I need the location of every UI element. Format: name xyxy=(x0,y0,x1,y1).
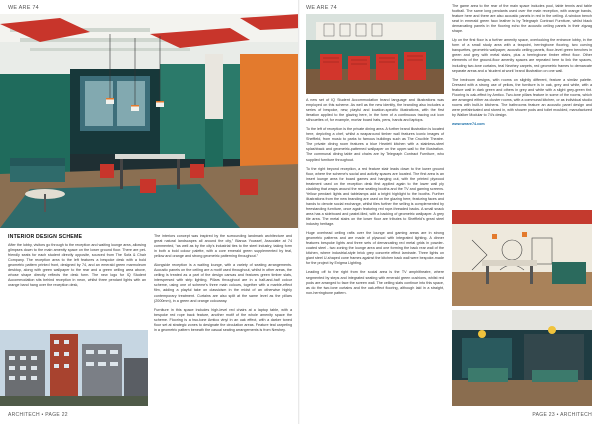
paragraph: Up on the first floor is a further amenity space, overlooking the entrance lobby, in the form of a small study area with a teapoint, herringbone flooring, two curving banquettes, geometric wallpaper, acoustic ceiling panels, floor-level green benches in green and grey with metal stairs, plus a herringbone timber effect floor. Other elements of the ground-floor amenity spaces are repeated here to link the spaces, including two-tone curtains, teal Newhey carpets, red geometric frames to demarcate separate areas and a 'student at work' brand illustration on one wall. xyxy=(452,38,592,73)
paragraph: Furniture in this space includes high-level red chairs at a laptop table, with a bespoke red rope back feature, another motif of the whole amenity space the scheme. Flooring is a two-tone Amtico vinyl in an oak effect, with a darker toned floor set at strategic zones to designate the circulation areas. Feature teal carpeting in a geometric pattern beneath the casual seating arrangements is from Newhey. xyxy=(154,307,292,332)
paragraph: Leading off to the right from the social area is the TV amphitheatre, where segmented by steps and integrated seating with emerald green cushions, whilst red pods are arranged to face the screen wall. The ceiling slats continue into this space, as do the two-tone curtains and the oak-effect flooring, although laid in a straight, non-herringbone pattern. xyxy=(306,270,444,295)
study-area-photo xyxy=(452,210,592,306)
bedroom-illustration xyxy=(452,310,592,406)
building-exterior-photo xyxy=(0,330,148,406)
paragraph: To the right beyond reception, a red feature stair leads down to the lower ground floor, where the scheme's social and activity spaces are located. The first area is an insert lounge area for board games and hanging out, with the printed plywood treatment used on the reception desk first applied again to the lower wall ply cladding that wraps around the rear seating booths and the TV and gaming screens. Yellow pendant lights and tablelamps add a bright highlight to the booths. Further illustrations from the new branding are used on the glazing here, featuring faces and hands to denote social exchange, whilst tiles further the selling is complemented by freestanding furniture, once again featuring red rope-threaded backs. A small snack area has a sideboard and pastel-tiled, with a backing of geometric wallpaper. A grey tile area. The metal stairs on the lower floor are tributes to Sheffield's great steel industry heritage. xyxy=(306,166,444,227)
paragraph: To the left of reception is the private dining area. A further brand illustration is located here, depicting a chef, whilst a wraparound timber wall features iconic images of Sheffield, from music to parks to famous buildings such as The Crucible Theatre. The private dining room features a blue Hewlett kitchen with a stainless-steel splashback and geometric-patterned wallpaper on the upper-wall to the illustration. The communal dining table and chairs are by Telegraph Contract Furniture, who supplied furniture throughout. xyxy=(306,127,444,162)
right-text-column-1 xyxy=(306,98,444,300)
left-text-column-1 xyxy=(8,234,146,292)
section-heading: INTERIOR DESIGN SCHEME xyxy=(8,234,83,240)
bedroom-photo xyxy=(452,310,592,406)
paragraph: The game area to the rear of the main space includes pool, table tennis and table football. The same long pendants used over the main reception, with orange bands, feature here and there are also acoustic panels in red in the ceiling. A window bench seat in emerald green faux leather is by Telegraph Contract Furniture, whilst black demarcating panels in the flooring echo the acoustic ceiling panels in their zigzag shape. xyxy=(452,4,592,34)
paragraph: The interiors concept was inspired by the surrounding landmark architecture and great natural landscapes all around the city,” Bianca Youssef, Associate at 74 commented, “as well as by the city's industrial ties to the steel industry, taking form in both a bold colour palette, with a core emerald green supplemented by teal, yellow and orange and strong geometric patterning throughout.” xyxy=(154,234,292,259)
paragraph: Alongside reception is a waiting lounge, with a variety of seating arrangements. Acoustic panels on the ceiling are a motif used throughout, whilst in other areas, the ceiling is treated as a part of the design canvas and features green timber slats, interspersed with strip lighting. Pillars throughout are in a half-and-half colour scheme, using one of scheme's three main colours, together with a marble-effect film, adding a playful take on classicism in the midst of an otherwise highly contemporary treatment. Curtains are also split at the same level as the pillars (2000mm), in a green and orange colourway. xyxy=(154,263,292,303)
right-page xyxy=(300,0,600,424)
dining-area-photo xyxy=(306,14,444,94)
website-link[interactable]: www.weare74.com xyxy=(452,121,485,126)
paragraph: Huge overhead ceiling rafts over the lounge and gaming areas are in strong geometric patterns and are made of plywood with integrated lighting. A dinner features bespoke lights and three sets of demarcating red metal grids in powder-coated steel - two zoning the lounge area and one forming the back rear wall of the kitchen, where industrial-style brick grey concrete effect laminate. Three lights on giant steel U-shaped cone frames against the kitchen back wall were bespoke-made for the project by Enigma Lighting. xyxy=(306,231,444,266)
page-footer: PAGE 23 • ARCHITECH xyxy=(532,412,592,418)
running-head: WE ARE 74 xyxy=(306,5,337,11)
paragraph: The bedroom designs, with rooms on slightly different, feature a similar palette. Dressed with a strong use of yellow, the furniture is in oak, grey and white, with a feature wall in dark green and others in grey and white with a slight grey-green tint. Flooring is oak-effect by Amtico. Two-tone pillars feature in some of the rooms, which are arranged either as cluster rooms, with a communal kitchen, or as individual studio rooms with built-in kitchens. The bathrooms feature an acoustic panel design and were prefabricated and stored in, with shower pods and toilet moulded, manufactured by Walker Modular to 74's design. xyxy=(452,77,592,117)
page-footer: ARCHITECH • PAGE 22 xyxy=(8,412,68,418)
right-text-column-2 xyxy=(452,4,592,131)
building-exterior-illustration xyxy=(0,330,148,406)
running-head: WE ARE 74 xyxy=(8,5,39,11)
left-text-column-2 xyxy=(154,234,292,337)
dining-area-illustration xyxy=(306,14,444,94)
reception-lounge-photo xyxy=(0,14,300,228)
study-area-illustration xyxy=(452,210,592,306)
paragraph: After the lobby, visitors go through to the reception and waiting lounge area, allowing glimpses down to the main amenity space on the lower ground floor. There are pet-friendly seats for each student directly opposite, sourced from The Sofa & Chair Company. The reception area to the left features a bespoke desk with a bold geometric pattern printed front, designed by 74, and an emerald green marmoleum desktop, along with green wallpaper to the rear and a green ceiling area above, whose shape directly reflects the desk form. The new logo for IQ Student Accommodation sits behind reception in neon, whilst three pendant lights with an orange band hang over the reception desk, xyxy=(8,243,146,288)
paragraph: A new set of IQ Student Accommodation brand language and illustrations was employed on this scheme. As well as the new identity, the branding also includes a series of bespoke, new, playful and location-specific illustrations, with the first iteration applied to the glazing here, in the form of a continuous tracing out icon silhouettes of, for example, mortar board hats, pens, hands and laptops. xyxy=(306,98,444,123)
reception-lounge-illustration xyxy=(0,14,300,228)
